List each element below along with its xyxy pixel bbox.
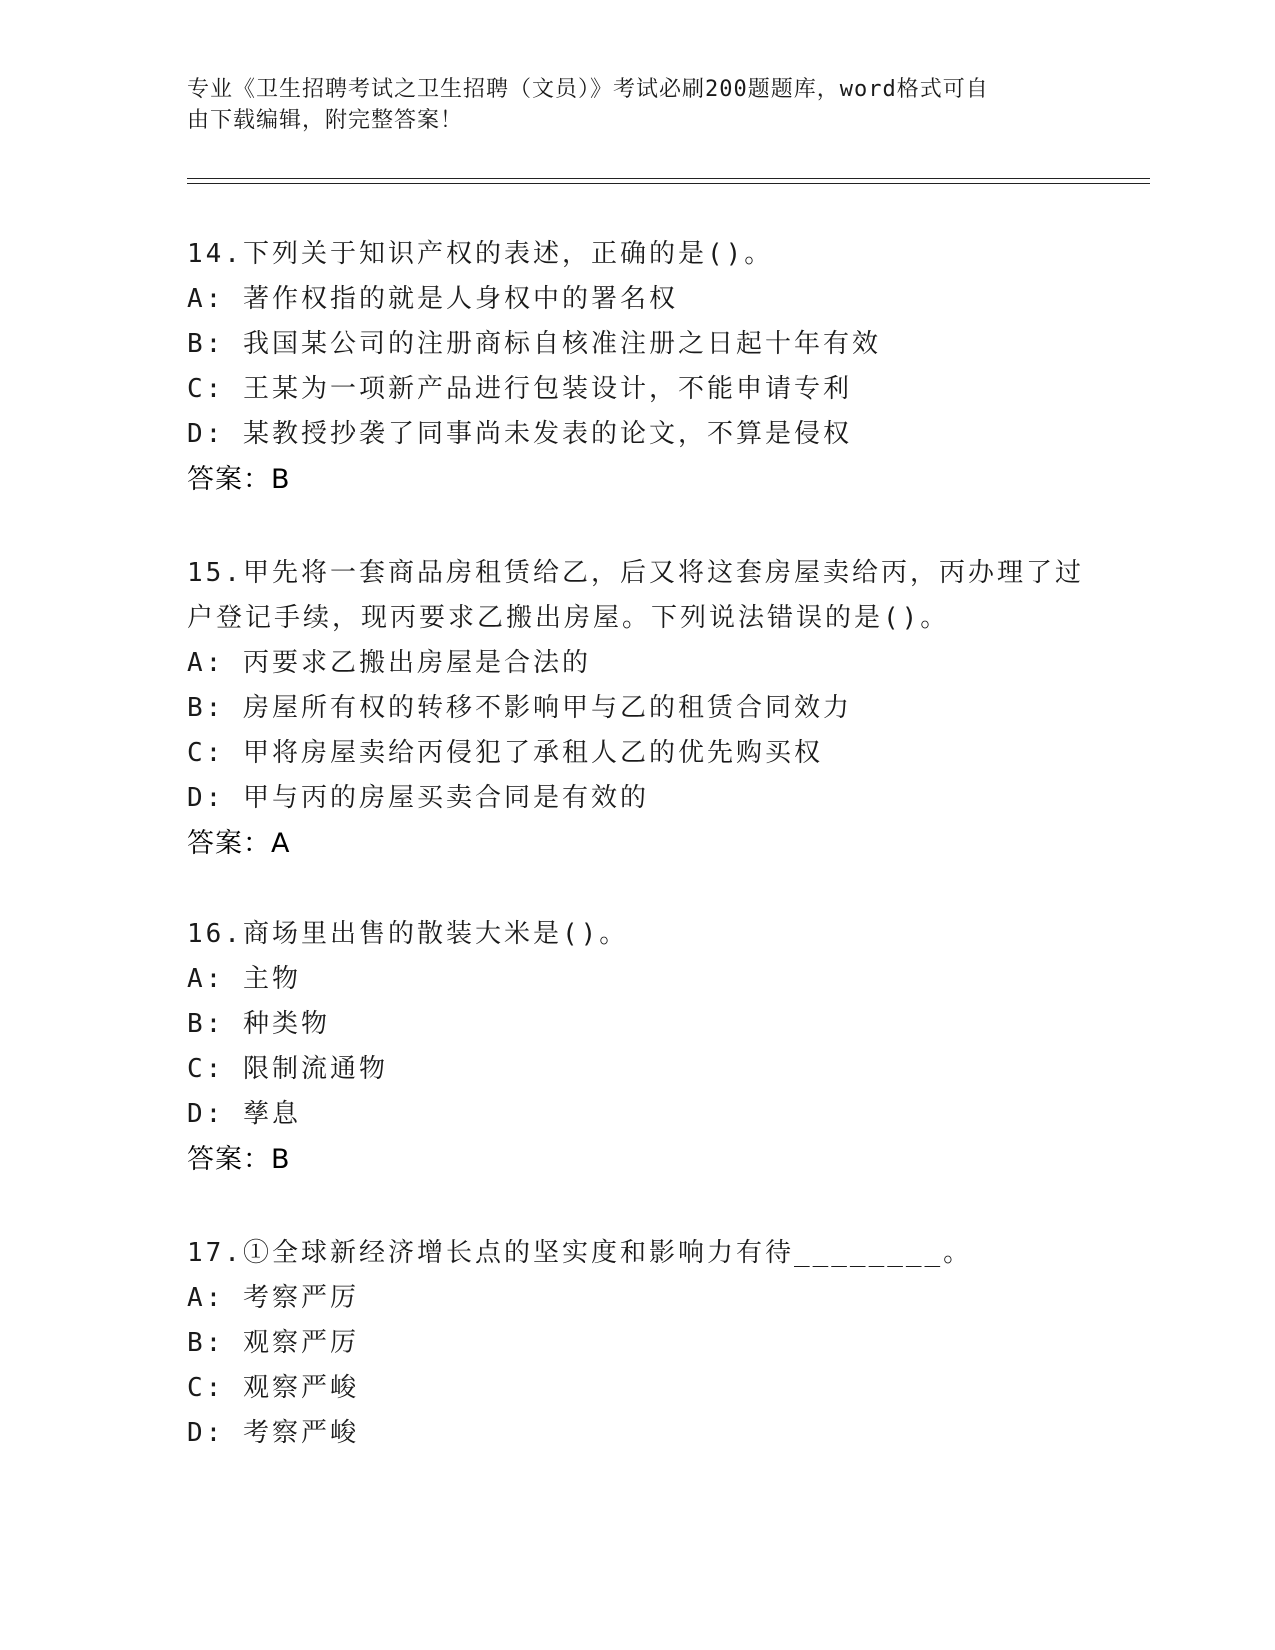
question-17 xyxy=(187,1231,1087,1456)
question-stem: 14.下列关于知识产权的表述，正确的是()。 xyxy=(187,239,774,269)
option-d: D: 某教授抄袭了同事尚未发表的论文，不算是侵权 xyxy=(187,419,852,449)
option-c: C: 甲将房屋卖给丙侵犯了承租人乙的优先购买权 xyxy=(187,738,823,768)
option-a: A: 考察严厉 xyxy=(187,1283,359,1313)
header-divider-top xyxy=(187,178,1150,179)
option-d: D: 甲与丙的房屋买卖合同是有效的 xyxy=(187,783,649,813)
option-d: D: 考察严峻 xyxy=(187,1418,359,1448)
option-c: C: 王某为一项新产品进行包装设计，不能申请专利 xyxy=(187,374,852,404)
option-b: B: 我国某公司的注册商标自核准注册之日起十年有效 xyxy=(187,329,881,359)
question-stem-line-1: 15.甲先将一套商品房租赁给乙，后又将这套房屋卖给丙，丙办理了过 xyxy=(187,558,1084,588)
header-divider-bottom xyxy=(187,183,1150,184)
answer-label: 答案：B xyxy=(187,1144,291,1175)
option-a: A: 主物 xyxy=(187,964,301,994)
option-d: D: 孳息 xyxy=(187,1099,301,1129)
option-b: B: 观察严厉 xyxy=(187,1328,359,1358)
question-14 xyxy=(187,232,1087,503)
question-15 xyxy=(187,551,1087,867)
option-a: A: 著作权指的就是人身权中的署名权 xyxy=(187,284,678,314)
option-a: A: 丙要求乙搬出房屋是合法的 xyxy=(187,648,591,678)
header-line-1: 专业《卫生招聘考试之卫生招聘（文员）》考试必刷200题题库，word格式可自 xyxy=(187,77,989,102)
header-line-2: 由下载编辑，附完整答案！ xyxy=(187,108,464,133)
option-c: C: 观察严峻 xyxy=(187,1373,359,1403)
document-header xyxy=(187,74,1067,136)
question-stem-line-2: 户登记手续，现丙要求乙搬出房屋。下列说法错误的是()。 xyxy=(187,603,950,633)
question-stem: 16.商场里出售的散装大米是()。 xyxy=(187,919,629,949)
option-b: B: 房屋所有权的转移不影响甲与乙的租赁合同效力 xyxy=(187,693,852,723)
option-c: C: 限制流通物 xyxy=(187,1054,388,1084)
question-stem: 17.①全球新经济增长点的坚实度和影响力有待________。 xyxy=(187,1238,973,1268)
option-b: B: 种类物 xyxy=(187,1009,330,1039)
answer-label: 答案：A xyxy=(187,828,291,859)
question-16 xyxy=(187,912,1087,1183)
answer-label: 答案：B xyxy=(187,464,291,495)
